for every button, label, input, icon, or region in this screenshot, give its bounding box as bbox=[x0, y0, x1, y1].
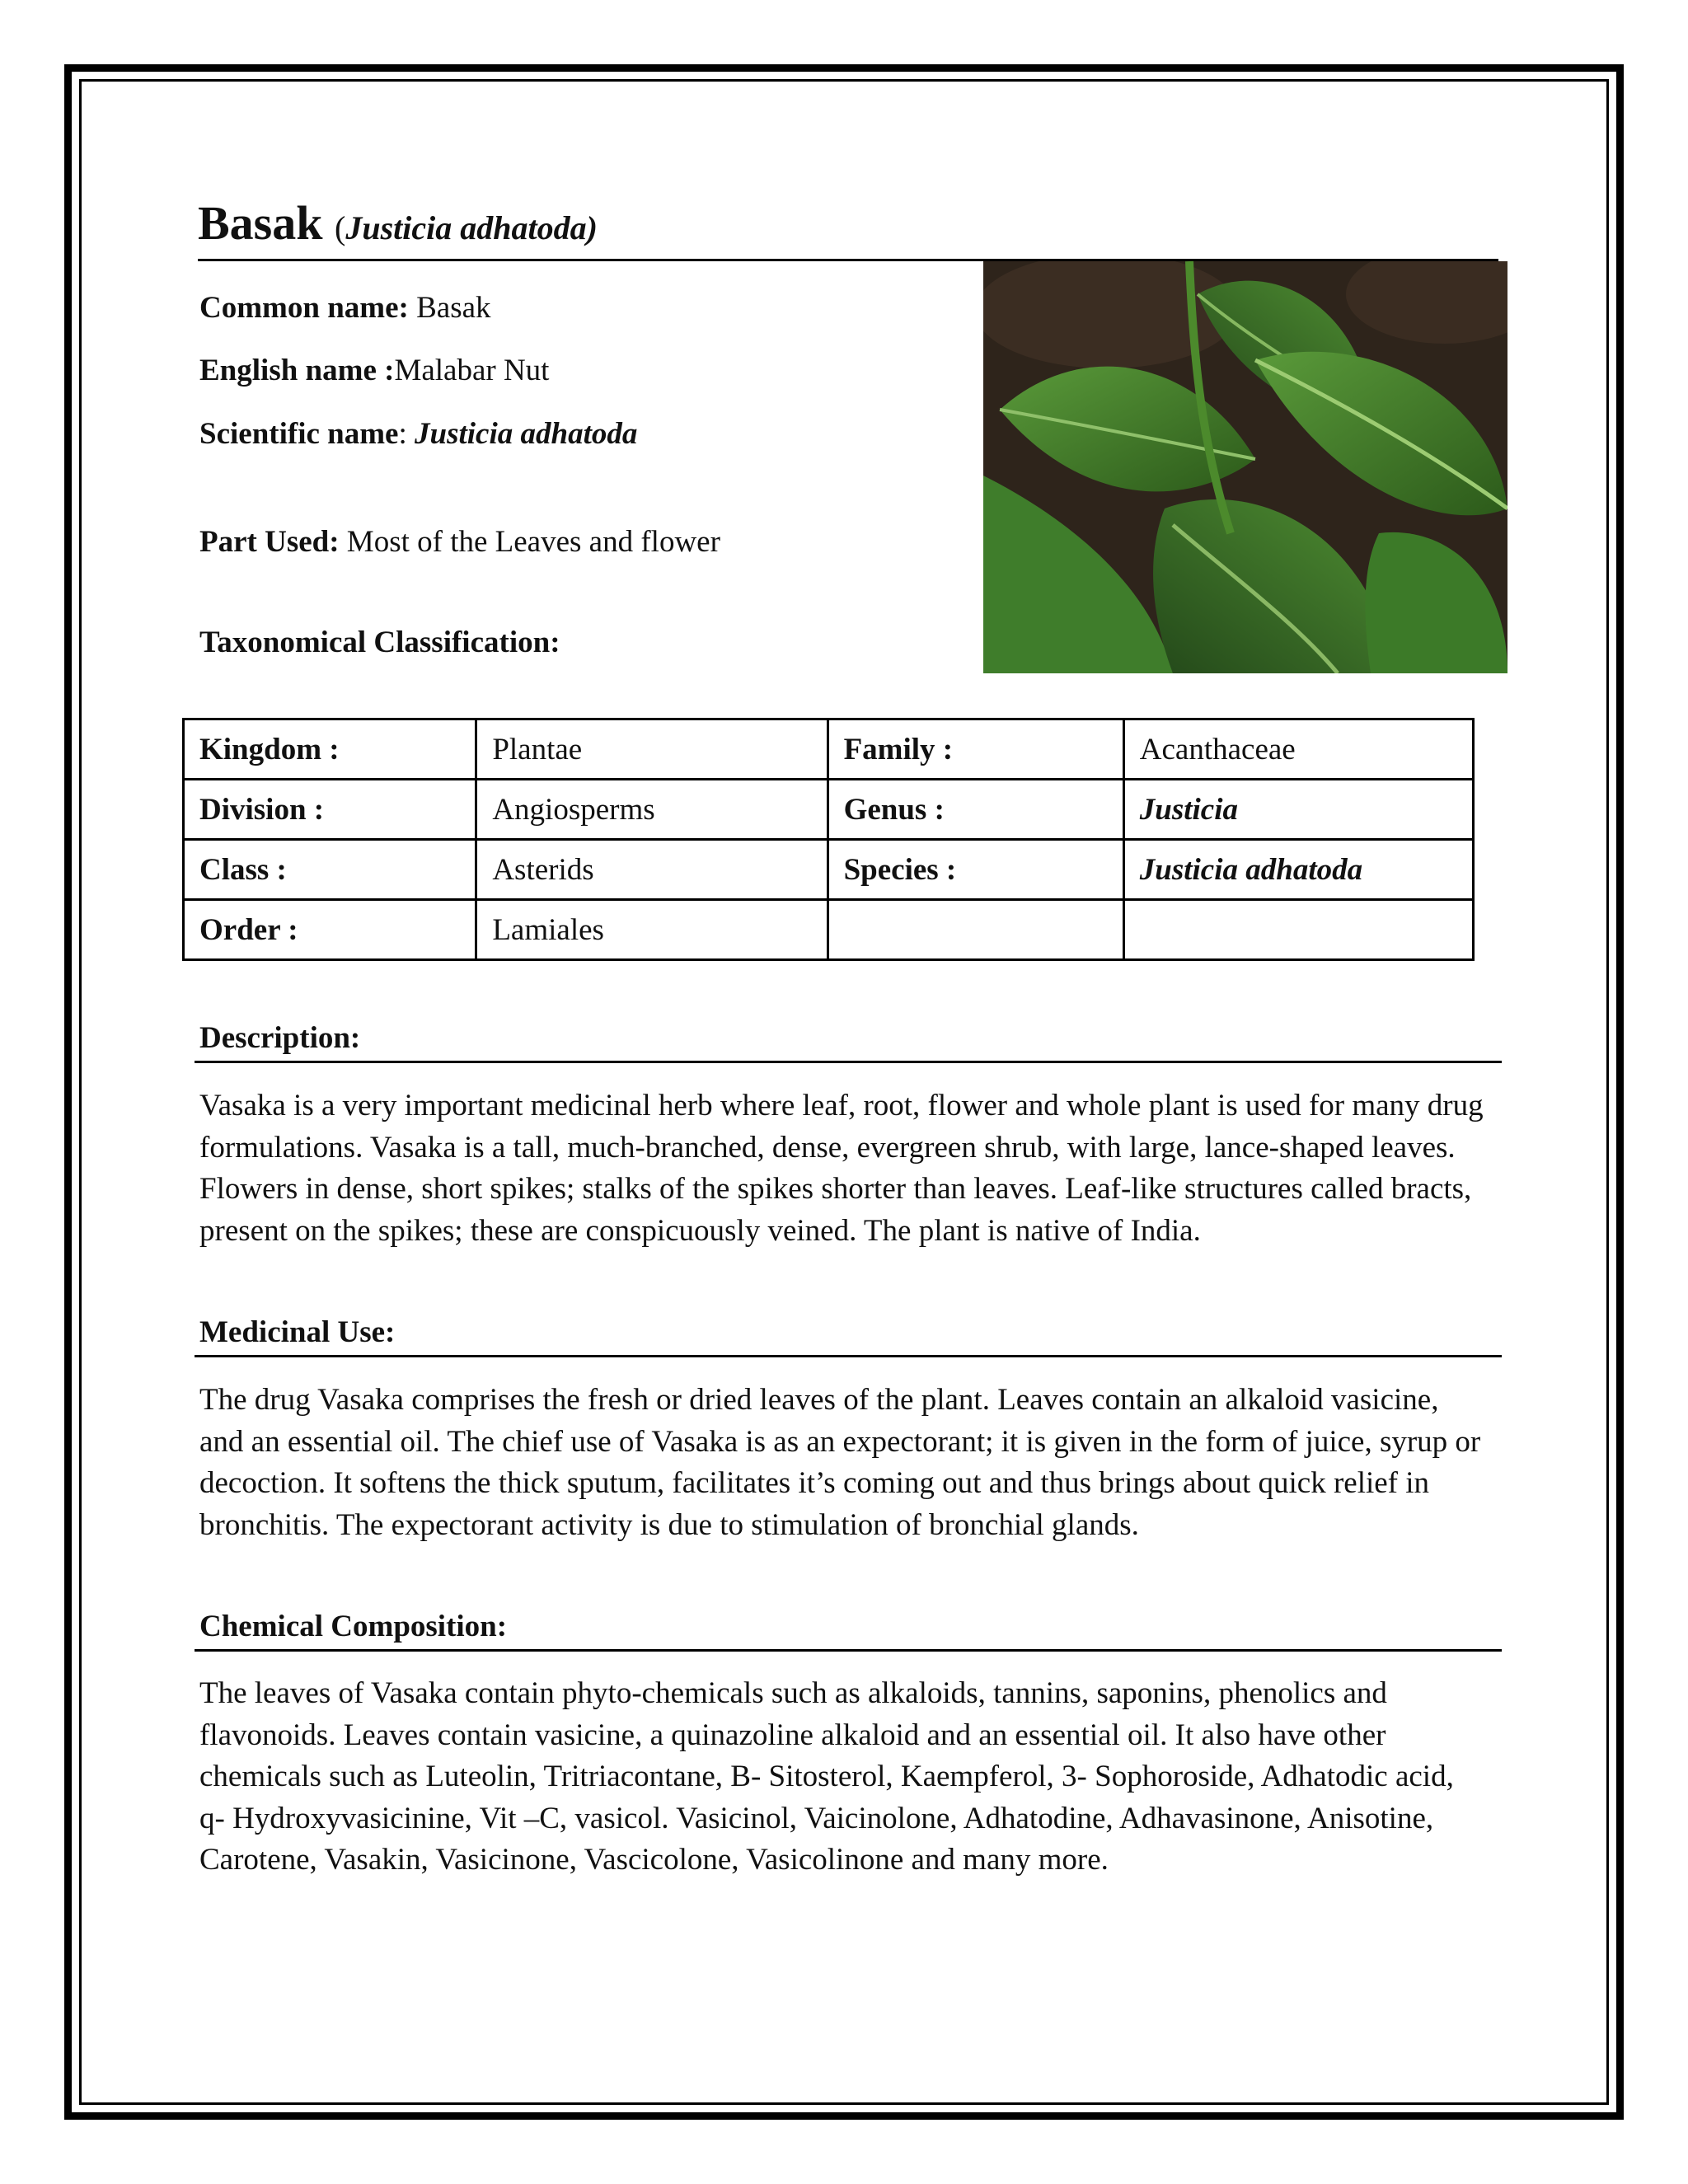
scientific-name-line bbox=[199, 416, 637, 452]
chemical-composition-text: The leaves of Vasaka contain phyto-chemicals such as alkaloids, tannins, saponins, phenolics and flavonoids. Leaves contain vasicine, a quinazoline alkaloid and an essential oil. It also have other chemicals such as Luteolin, Tritriacontane, B- Sitosterol, Kaempferol, 3- Sophoroside, Adhatodic acid, q- Hydroxyvasicinine, Vit –C, vasicol. Vasicinol, Vaicinolone, Adhatodine, Adhavasinone, Anisotine, Carotene, Vasakin, Vasicinone, Vascicolone, Vasicolinone and many more. bbox=[199, 1676, 1454, 1877]
scientific-name-label: Scientific name bbox=[199, 417, 399, 451]
kingdom-label: Kingdom : bbox=[184, 719, 476, 780]
taxonomy-heading bbox=[199, 625, 560, 660]
plant-leaves-photo bbox=[983, 261, 1507, 673]
medicinal-use-text: The drug Vasaka comprises the fresh or dried leaves of the plant. Leaves contain an alkaloid vasicine, and an essential oil. The chief use of Vasaka is as an expectorant; it is given in the form of juice, syrup or decoction. It softens the thick sputum, facilitates it’s coming out and thus brings about quick relief in bronchitis. The expectorant activity is due to stimulation of bronchial glands. bbox=[199, 1383, 1481, 1542]
taxonomy-table bbox=[182, 718, 1475, 961]
class-value: Asterids bbox=[476, 840, 828, 900]
species-label: Species : bbox=[828, 840, 1123, 900]
title-common-name: Basak bbox=[198, 196, 323, 250]
english-name-line bbox=[199, 353, 549, 388]
table-row bbox=[184, 780, 1474, 840]
title-scientific-name: Justicia adhatoda) bbox=[345, 209, 598, 246]
part-used-value: Most of the Leaves and flower bbox=[339, 525, 720, 559]
part-used-line bbox=[199, 524, 720, 560]
scientific-name-value: Justicia adhatoda bbox=[415, 417, 638, 451]
scientific-name-sep: : bbox=[398, 417, 415, 451]
title-open-paren: ( bbox=[335, 209, 346, 246]
empty-cell bbox=[828, 900, 1123, 960]
family-label: Family : bbox=[828, 719, 1123, 780]
page-title bbox=[198, 194, 1498, 261]
order-label: Order : bbox=[184, 900, 476, 960]
chemical-composition-heading: Chemical Composition: bbox=[195, 1609, 1502, 1652]
english-name-value: Malabar Nut bbox=[394, 354, 550, 387]
species-value: Justicia adhatoda bbox=[1123, 840, 1473, 900]
division-label: Division : bbox=[184, 780, 476, 840]
common-name-line bbox=[199, 290, 491, 326]
description-heading: Description: bbox=[195, 1020, 1502, 1063]
kingdom-value: Plantae bbox=[476, 719, 828, 780]
plant-leaves-illustration bbox=[983, 261, 1507, 673]
table-row bbox=[184, 900, 1474, 960]
division-value: Angiosperms bbox=[476, 780, 828, 840]
genus-label: Genus : bbox=[828, 780, 1123, 840]
order-value: Lamiales bbox=[476, 900, 828, 960]
class-label: Class : bbox=[184, 840, 476, 900]
table-row bbox=[184, 840, 1474, 900]
table-row bbox=[184, 719, 1474, 780]
family-value: Acanthaceae bbox=[1123, 719, 1473, 780]
taxonomy-heading-label: Taxonomical Classification: bbox=[199, 626, 560, 659]
english-name-label: English name : bbox=[199, 354, 395, 387]
empty-cell bbox=[1123, 900, 1473, 960]
common-name-value: Basak bbox=[408, 291, 491, 325]
common-name-label: Common name: bbox=[199, 291, 409, 325]
part-used-label: Part Used: bbox=[199, 525, 340, 559]
description-text: Vasaka is a very important medicinal herb where leaf, root, flower and whole plant is used for many drug formulations. Vasaka is a tall, much-branched, dense, evergreen shrub, with large, lance-shaped leaves. Flowers in dense, short spikes; stalks of the spikes shorter than leaves. Leaf-like structures called bracts, present on the spikes; these are conspicuously veined. The plant is native of India. bbox=[199, 1089, 1484, 1248]
medicinal-use-heading: Medicinal Use: bbox=[195, 1315, 1502, 1357]
genus-value: Justicia bbox=[1123, 780, 1473, 840]
